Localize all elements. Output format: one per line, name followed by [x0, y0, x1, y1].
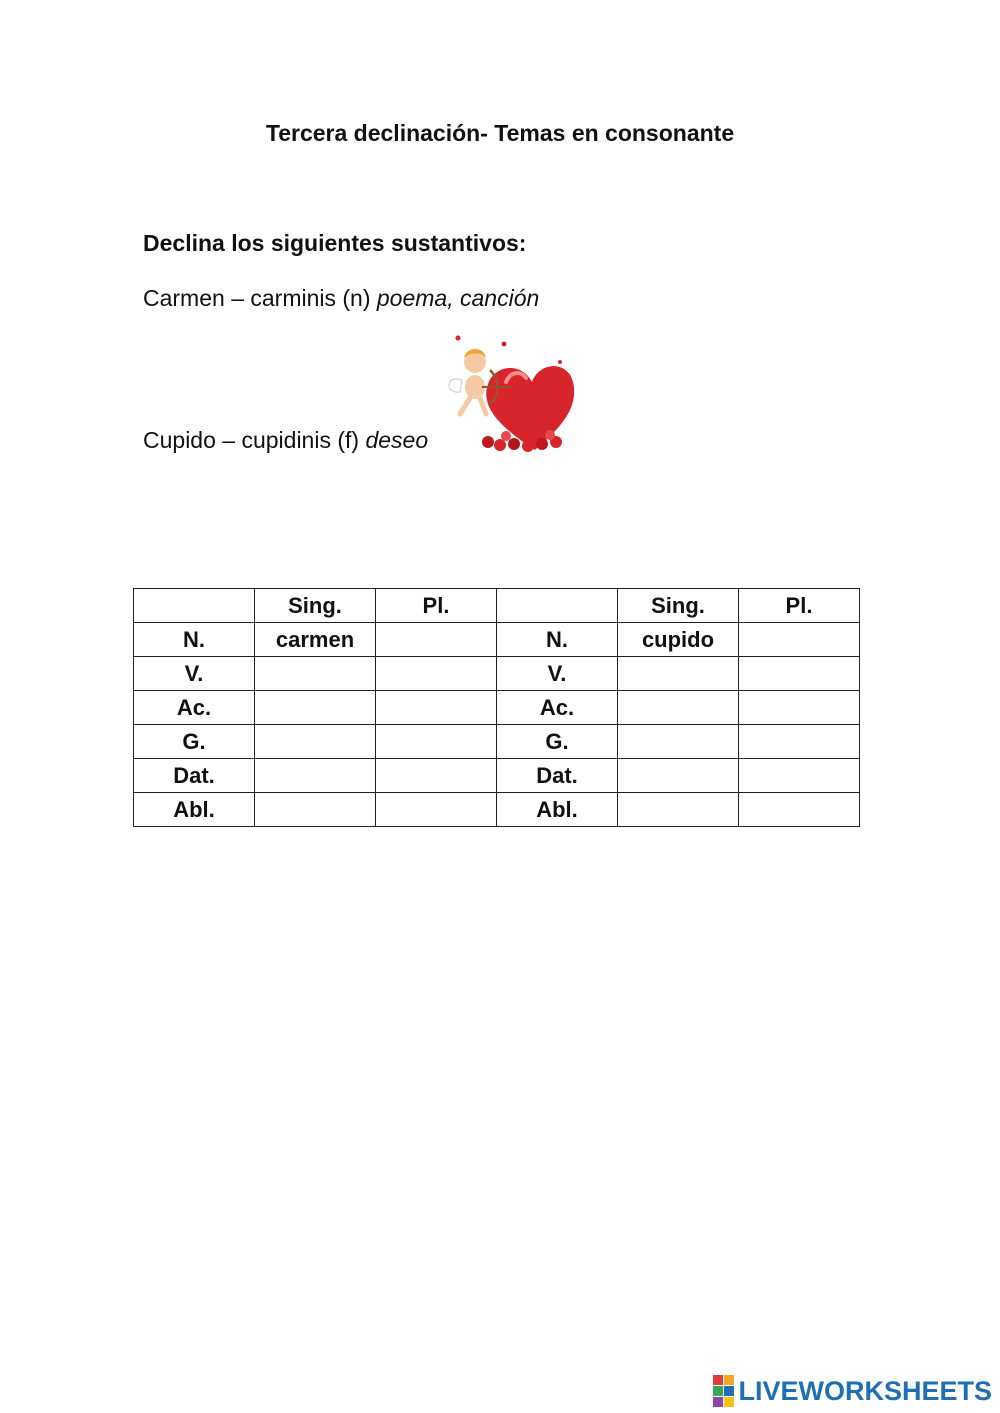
noun-lemma: Carmen – carminis (n) — [143, 285, 371, 311]
answer-cell[interactable] — [739, 623, 860, 657]
logo-block — [724, 1386, 734, 1396]
answer-cell: carmen — [255, 623, 376, 657]
header-cell-sing: Sing. — [255, 589, 376, 623]
answer-cell[interactable] — [739, 725, 860, 759]
case-label: Abl. — [134, 793, 255, 827]
answer-cell[interactable] — [376, 725, 497, 759]
case-label: V. — [497, 657, 618, 691]
noun-lemma: Cupido – cupidinis (f) — [143, 427, 360, 453]
answer-cell[interactable] — [376, 793, 497, 827]
answer-cell[interactable] — [376, 657, 497, 691]
answer-cell[interactable] — [618, 759, 739, 793]
header-cell-pl: Pl. — [739, 589, 860, 623]
logo-blocks-icon — [713, 1375, 734, 1407]
header-cell — [134, 589, 255, 623]
page-title: Tercera declinación- Temas en consonante — [265, 120, 735, 146]
answer-cell[interactable] — [376, 691, 497, 725]
answer-cell[interactable] — [739, 691, 860, 725]
answer-cell[interactable] — [739, 759, 860, 793]
header-cell — [497, 589, 618, 623]
case-label: Dat. — [134, 759, 255, 793]
table-header-row — [134, 589, 860, 623]
case-label: Ac. — [134, 691, 255, 725]
cupid-heart-icon — [440, 332, 580, 454]
answer-cell[interactable] — [618, 725, 739, 759]
logo-block — [724, 1375, 734, 1385]
answer-cell[interactable] — [376, 759, 497, 793]
case-label: N. — [497, 623, 618, 657]
case-label: G. — [497, 725, 618, 759]
answer-cell[interactable] — [255, 793, 376, 827]
answer-cell[interactable] — [739, 793, 860, 827]
logo-block — [713, 1397, 723, 1407]
logo-block — [713, 1386, 723, 1396]
declension-table — [133, 588, 860, 827]
header-cell-sing: Sing. — [618, 589, 739, 623]
instruction-text: Declina los siguientes sustantivos: — [143, 230, 527, 256]
answer-cell[interactable] — [376, 623, 497, 657]
liveworksheets-logo — [713, 1375, 992, 1407]
answer-cell[interactable] — [255, 691, 376, 725]
answer-cell[interactable] — [255, 657, 376, 691]
logo-block — [713, 1375, 723, 1385]
answer-cell[interactable] — [618, 793, 739, 827]
answer-cell: cupido — [618, 623, 739, 657]
table-row — [134, 759, 860, 793]
noun-meaning: deseo — [365, 427, 429, 453]
table-row — [134, 793, 860, 827]
answer-cell[interactable] — [255, 725, 376, 759]
answer-cell[interactable] — [618, 657, 739, 691]
case-label: V. — [134, 657, 255, 691]
case-label: G. — [134, 725, 255, 759]
noun-line-carmen — [143, 285, 539, 312]
header-cell-pl: Pl. — [376, 589, 497, 623]
table-row — [134, 725, 860, 759]
case-label: Abl. — [497, 793, 618, 827]
noun-meaning: poema, canción — [376, 285, 540, 311]
answer-cell[interactable] — [739, 657, 860, 691]
answer-cell[interactable] — [618, 691, 739, 725]
table-row — [134, 691, 860, 725]
noun-line-cupido — [143, 427, 428, 454]
brand-name: LIVEWORKSHEETS — [738, 1375, 992, 1406]
table-row — [134, 657, 860, 691]
table-row — [134, 623, 860, 657]
case-label: Dat. — [497, 759, 618, 793]
logo-block — [724, 1397, 734, 1407]
case-label: Ac. — [497, 691, 618, 725]
answer-cell[interactable] — [255, 759, 376, 793]
case-label: N. — [134, 623, 255, 657]
